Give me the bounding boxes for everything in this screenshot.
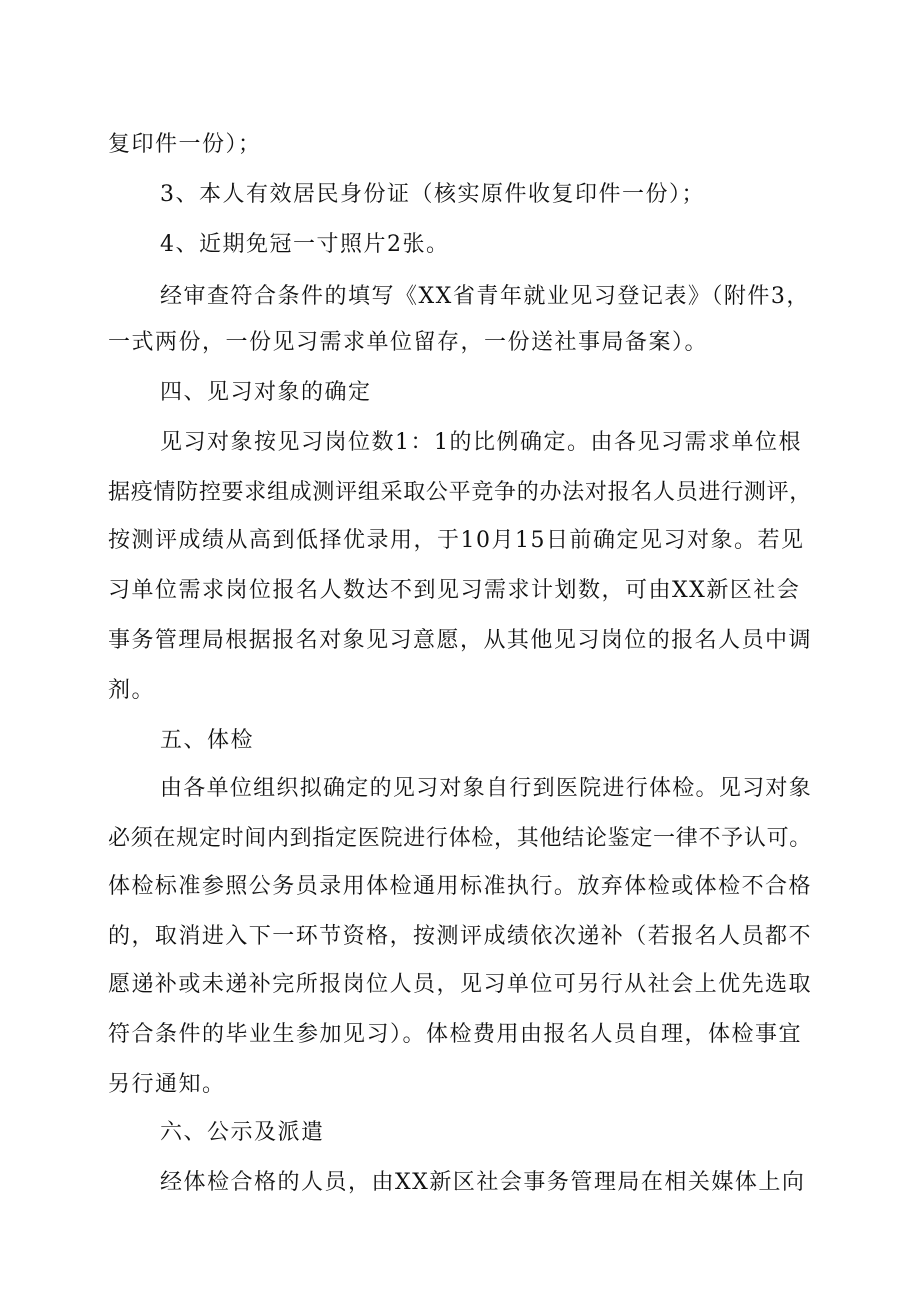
list-item-4: 4、近期免冠一寸照片2张。	[160, 232, 450, 257]
paragraph-start: 经审查符合条件的填写《XX省青年就业见习登记表》（附件3，	[160, 284, 810, 309]
paragraph-start: 由各单位组织拟确定的见习对象自行到医院进行体检。见习对象	[160, 776, 812, 801]
section-heading-6: 六、公示及派遣	[160, 1120, 325, 1145]
paragraph-start: 经体检合格的人员，由XX新区社会事务管理局在相关媒体上向	[160, 1170, 806, 1195]
text-line: 愿递补或未递补完所报岗位人员，见习单位可另行从社会上优先选取	[108, 972, 812, 997]
text-line: 复印件一份）；	[108, 132, 262, 157]
text-line: 另行通知。	[108, 1072, 226, 1097]
text-line: 事务管理局根据报名对象见习意愿，从其他见习岗位的报名人员中调	[108, 628, 812, 653]
text-line: 习单位需求岗位报名人数达不到见习需求计划数，可由XX新区社会	[108, 578, 801, 603]
text-line: 体检标准参照公务员录用体检通用标准执行。放弃体检或体检不合格	[108, 874, 812, 899]
section-heading-5: 五、体检	[160, 728, 255, 753]
text-line: 符合条件的毕业生参加见习）。体检费用由报名人员自理，体检事宜	[108, 1022, 803, 1047]
list-item-3: 3、本人有效居民身份证（核实原件收复印件一份）；	[160, 182, 705, 207]
text-line: 剂。	[108, 678, 156, 703]
paragraph-start: 见习对象按见习岗位数1：1的比例确定。由各见习需求单位根	[160, 430, 802, 455]
text-line: 必须在规定时间内到指定医院进行体检，其他结论鉴定一律不予认可。	[108, 826, 812, 851]
section-heading-4: 四、见习对象的确定	[160, 380, 372, 405]
text-line: 的，取消进入下一环节资格，按测评成绩依次递补（若报名人员都不	[108, 924, 812, 949]
text-line: 按测评成绩从高到低择优录用，于10月15日前确定见习对象。若见	[108, 528, 805, 553]
text-line: 据疫情防控要求组成测评组采取公平竞争的办法对报名人员进行测评，	[108, 480, 812, 505]
text-line: 一式两份，一份见习需求单位留存，一份送社事局备案）。	[108, 330, 709, 355]
